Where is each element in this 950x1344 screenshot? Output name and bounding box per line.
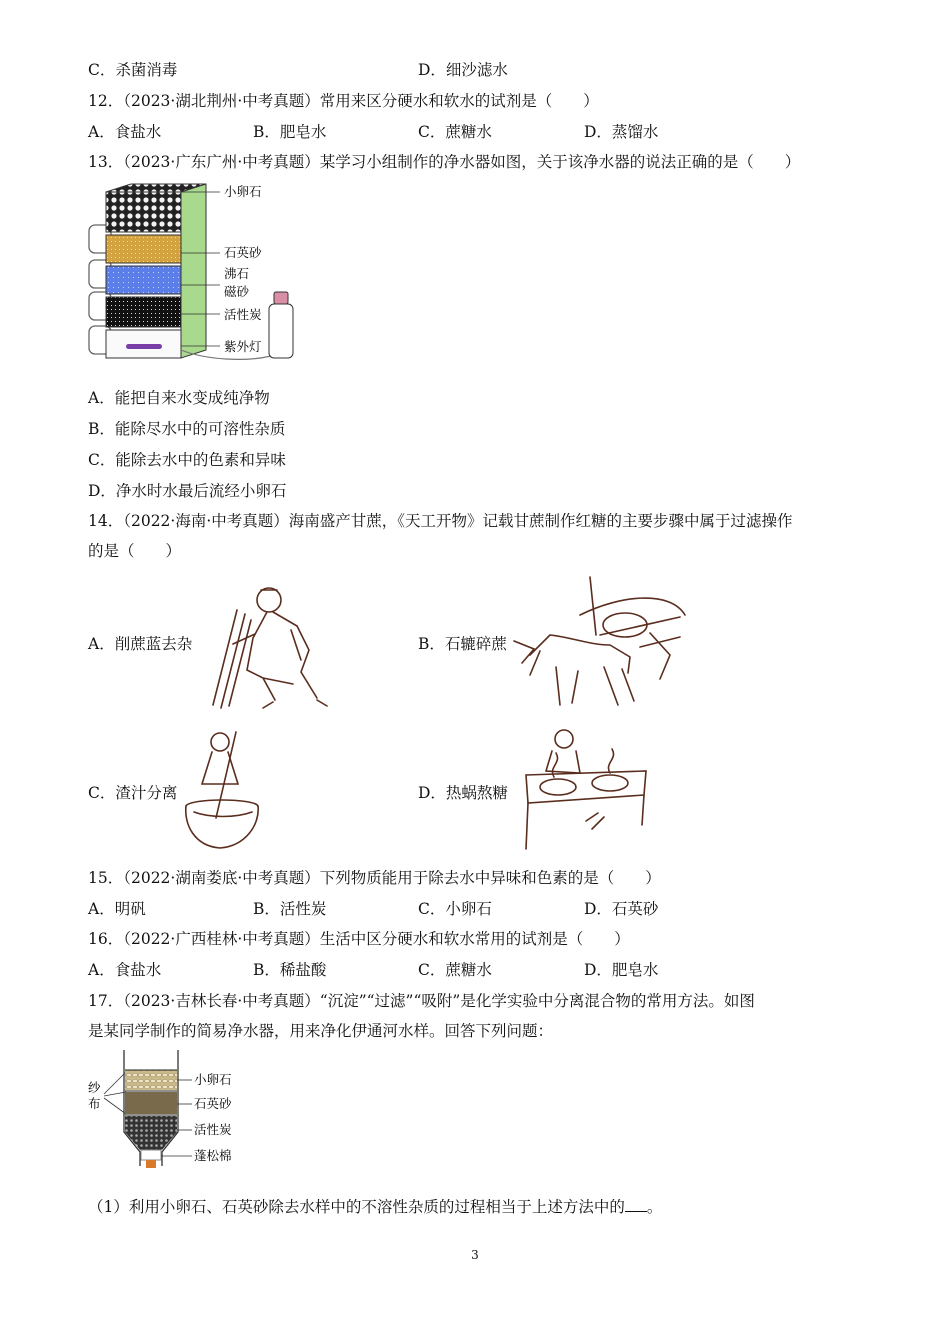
- q12-option-a: A．食盐水: [88, 123, 162, 141]
- q17-side-label-2: 布: [88, 1096, 101, 1111]
- q17-stem-line1: 17．（2023·吉林长春·中考真题）“沉淀”“过滤”“吸附”是化学实验中分离混合物的常用方法。如图: [88, 992, 755, 1010]
- q17-stem-line2: 是某同学制作的简易净水器，用来净化伊通河水样。回答下列问题：: [88, 1022, 554, 1040]
- q13-option-b: B．能除尽水中的可溶性杂质: [88, 420, 286, 438]
- q13-label-magnetic-sand: 磁砂: [224, 284, 250, 299]
- q13-label-quartz: 石英砂: [224, 245, 262, 260]
- page-number: 3: [471, 1248, 479, 1262]
- q17-label-carbon: 活性炭: [194, 1122, 232, 1137]
- q17-sub1-end: 。: [646, 1198, 663, 1216]
- q15-option-c: C．小卵石: [418, 900, 492, 918]
- q13-option-d: D．净水时水最后流经小卵石: [88, 482, 287, 500]
- q15-option-d: D．石英砂: [584, 900, 659, 918]
- q17-sub1-answer-blank[interactable]: [625, 1197, 647, 1212]
- q16-option-a: A．食盐水: [88, 961, 162, 979]
- q12-stem: 12．（2023·湖北荆州·中考真题）常用来区分硬水和软水的试剂是（ ）: [88, 92, 599, 110]
- q14-stem-line2: 的是（ ）: [88, 542, 182, 560]
- q11-option-c: C．杀菌消毒: [88, 61, 178, 79]
- q17-label-cotton: 蓬松棉: [194, 1148, 232, 1163]
- q16-option-c: C．蔗糖水: [418, 961, 492, 979]
- q15-stem: 15．（2022·湖南娄底·中考真题）下列物质能用于除去水中异味和色素的是（ ）: [88, 869, 661, 887]
- q13-option-a: A．能把自来水变成纯净物: [88, 389, 270, 407]
- q16-stem: 16．（2022·广西桂林·中考真题）生活中区分硬水和软水常用的试剂是（ ）: [88, 930, 630, 948]
- q13-option-c: C．能除去水中的色素和异味: [88, 451, 286, 469]
- q11-option-d: D．细沙滤水: [418, 61, 508, 79]
- q13-label-pebble: 小卵石: [224, 184, 262, 199]
- q12-option-c: C．蔗糖水: [418, 123, 492, 141]
- q17-label-quartz: 石英砂: [194, 1096, 232, 1111]
- q13-label-carbon: 活性炭: [224, 307, 262, 322]
- q15-option-b: B．活性炭: [253, 900, 327, 918]
- cane-peeling-illustration: [205, 580, 335, 712]
- stone-roller-ox-illustration: [500, 575, 690, 715]
- q14-option-d: D．热蜗熬糖: [418, 784, 508, 802]
- q14-stem-line1: 14．（2022·海南·中考真题）海南盛产甘蔗，《天工开物》记载甘蔗制作红糖的主要步骤中属于过滤操作: [88, 512, 793, 530]
- q12-option-d: D．蒸馏水: [584, 123, 659, 141]
- q14-option-a: A．削蔗蓝去杂: [88, 635, 193, 653]
- q13-label-uv-lamp: 紫外灯: [224, 339, 262, 354]
- q16-option-b: B．稀盐酸: [253, 961, 327, 979]
- q14-option-b: B．石辘碎蔗: [418, 635, 507, 653]
- q17-sub1-text: （1）利用小卵石、石英砂除去水样中的不溶性杂质的过程相当于上述方法中的: [88, 1198, 625, 1216]
- q15-option-a: A．明矾: [88, 900, 146, 918]
- q12-option-b: B．肥皂水: [253, 123, 327, 141]
- juice-separation-illustration: [180, 728, 264, 852]
- q17-label-pebble: 小卵石: [194, 1072, 232, 1087]
- q17-side-label-1: 纱: [88, 1080, 101, 1095]
- sugar-boiling-illustration: [518, 725, 650, 853]
- q14-option-c: C．渣汁分离: [88, 784, 178, 802]
- q16-option-d: D．肥皂水: [584, 961, 659, 979]
- q17-sub1: [88, 1197, 662, 1217]
- q13-label-zeolite: 沸石: [224, 266, 250, 281]
- simple-water-filter-figure: [84, 1048, 254, 1176]
- q13-stem: 13．（2023·广东广州·中考真题）某学习小组制作的净水器如图，关于该净水器的说法正确的是（ ）: [88, 153, 801, 171]
- water-purifier-figure: [86, 180, 306, 362]
